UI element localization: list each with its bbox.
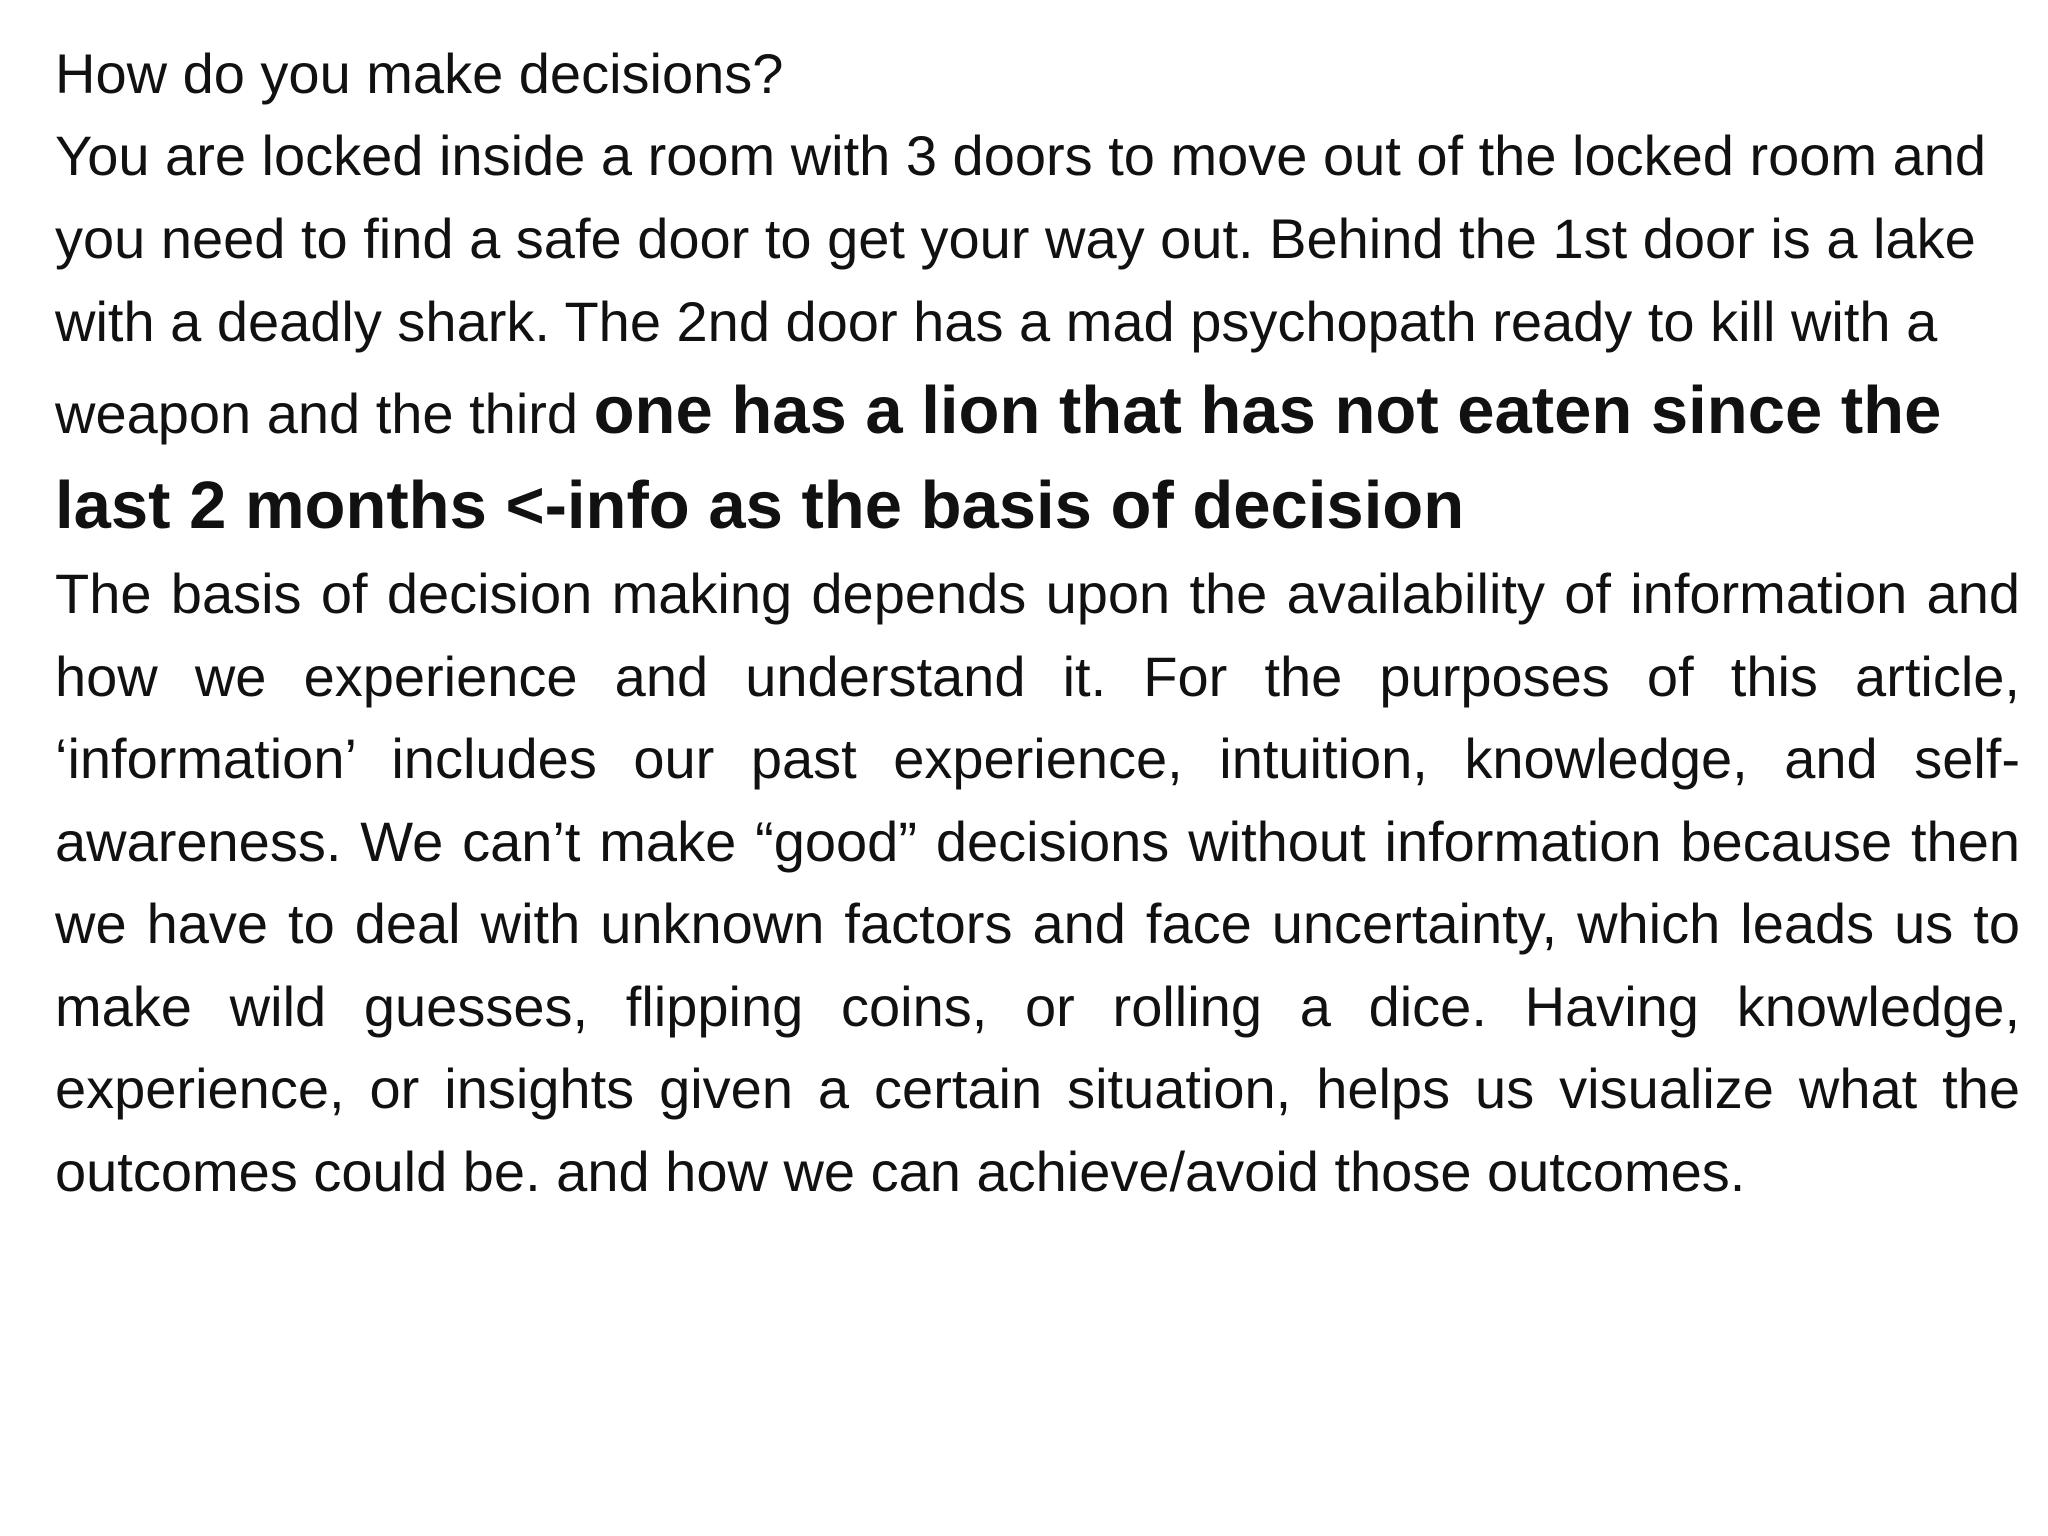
explanation-paragraph: The basis of decision making depends upon the availability of information and how we experience and understand it. For the purposes of this article, ‘information’ includes our past experience, intuition, knowledge, and self-awareness. We can’t make “good” decisions without information because then we have to deal with unknown factors and face uncertainty, which leads us to make wild guesses, flipping coins, or rolling a dice. Having knowledge, experience, or insights given a certain situation, helps us visualize what the outcomes could be. and how we can achieve/avoid those outcomes. — [55, 562, 2020, 1203]
scenario-paragraph — [55, 114, 2020, 553]
question-heading: How do you make decisions? — [55, 42, 784, 105]
scenario-text: You are locked inside a room with 3 doors to move out of the locked room and you need to find a safe door to get your way out. Behind the 1st door is a lake with a deadly shark. The 2nd door has a mad psychopath ready to kill with a weapon and the third — [55, 124, 1987, 445]
slide-content — [55, 34, 2020, 1213]
scenario-emphasis: one has a lion that has not eaten since the last 2 months <-info as the basis of decision — [55, 373, 1942, 543]
